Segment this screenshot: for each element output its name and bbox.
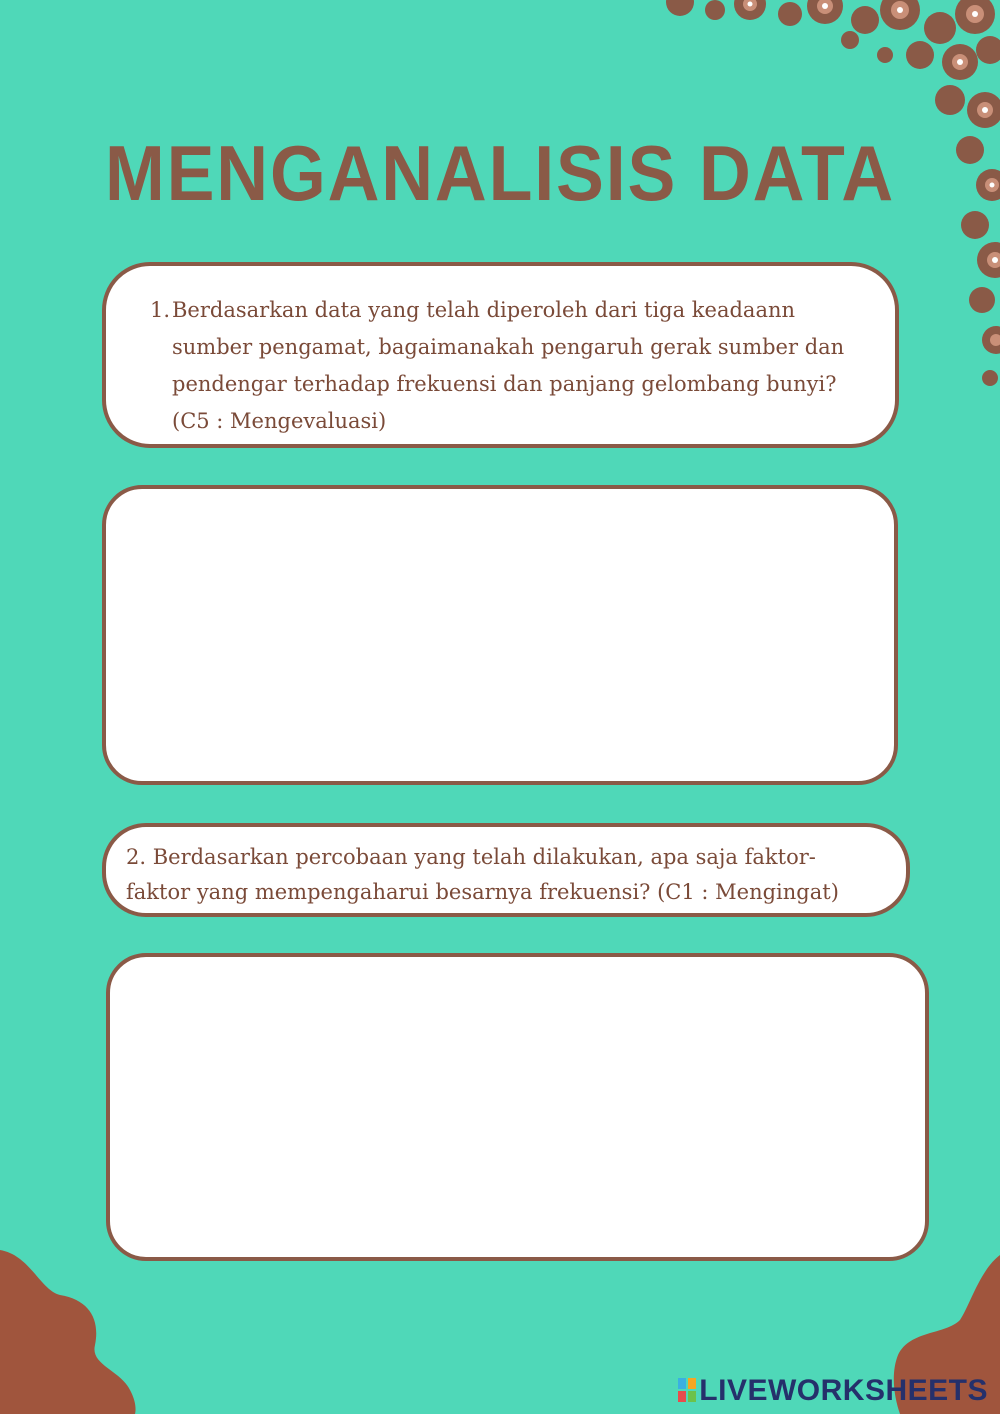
liveworksheets-logo-icon	[678, 1378, 696, 1402]
question-1-box	[102, 262, 899, 448]
question-1-number: 1.	[150, 298, 171, 322]
answer-2-field[interactable]	[106, 953, 929, 1261]
question-2-box	[102, 823, 910, 917]
question-1-text: Berdasarkan data yang telah diperoleh dari tiga keadaann sumber pengamat, bagaimanakah pengaruh gerak sumber dan pendengar terhadap frekuensi dan panjang gelombang bunyi? (C5 : Mengevaluasi)	[172, 298, 845, 433]
liveworksheets-logo	[678, 1374, 988, 1408]
decorative-blob-left	[0, 1250, 150, 1414]
question-2-line-2: faktor yang mempengaharui besarnya frekuensi? (C1 : Mengingat)	[126, 880, 839, 904]
question-2-line-1: 2. Berdasarkan percobaan yang telah dilakukan, apa saja faktor-	[126, 845, 816, 869]
page-title: MENGANALISIS DATA	[104, 129, 896, 217]
logo-text: LIVEWORKSHEETS	[699, 1374, 988, 1407]
answer-1-field[interactable]	[102, 485, 898, 785]
